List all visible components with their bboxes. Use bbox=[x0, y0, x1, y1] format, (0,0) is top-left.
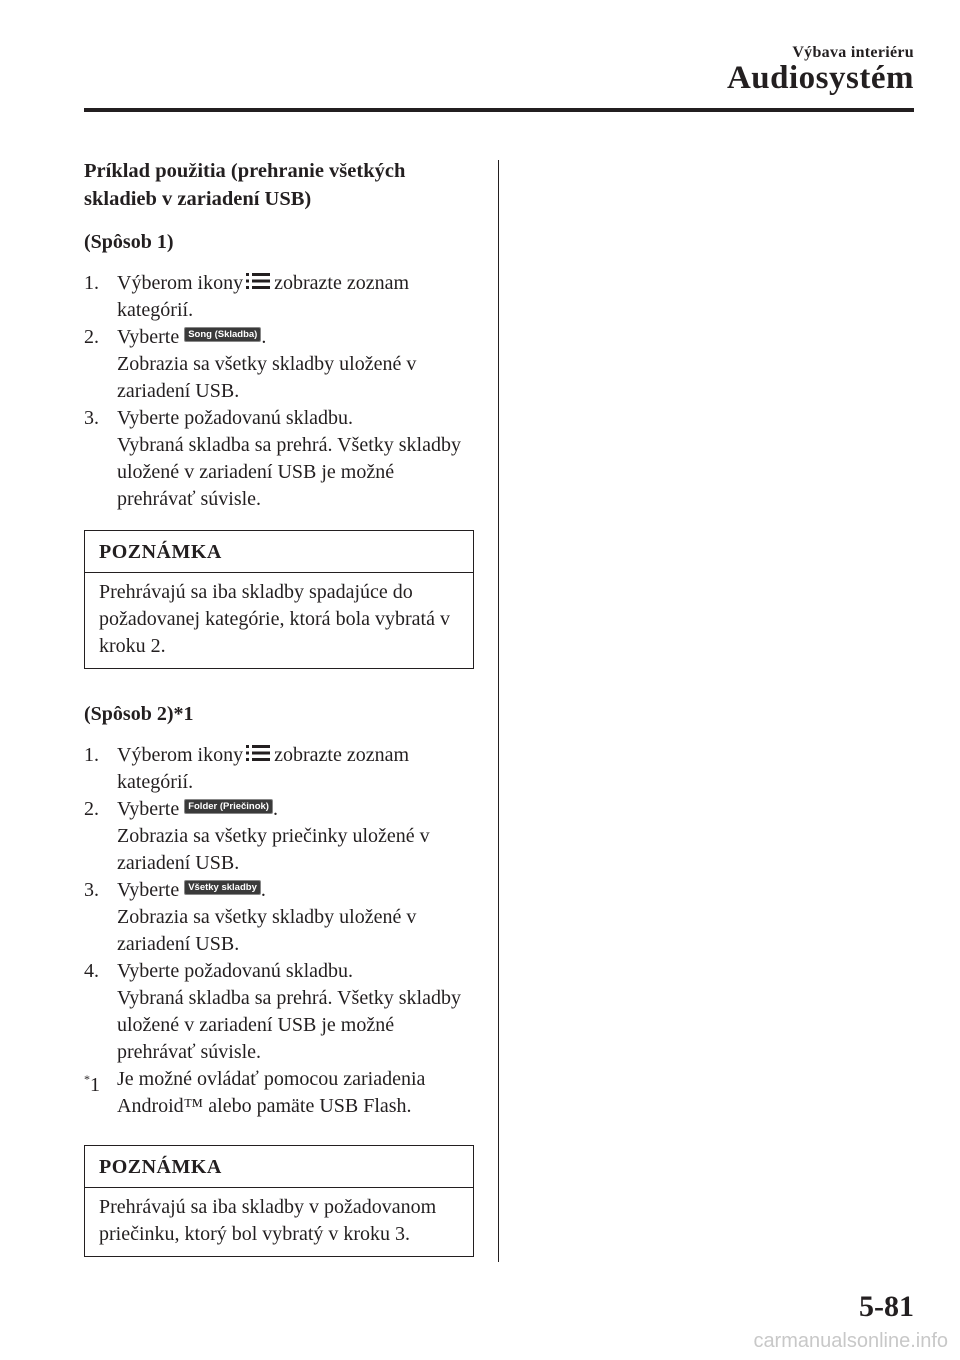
section-heading: Príklad použitia (prehranie všetkých skladieb v zariadení USB) bbox=[84, 160, 406, 210]
step-text-before: Výberom ikony bbox=[117, 744, 244, 766]
method-2-heading: (Spôsob 2)*1 bbox=[84, 703, 194, 725]
step-text-after: zobrazte zoznam kategórií. bbox=[117, 744, 410, 793]
left-column bbox=[84, 157, 474, 1257]
all-songs-button: Všetky skladby bbox=[184, 880, 261, 895]
watermark: carmanualsonline.info bbox=[753, 1330, 948, 1352]
step-text-after: . bbox=[272, 798, 278, 820]
header-rule bbox=[84, 108, 914, 112]
step-detail: Zobrazia sa všetky skladby uložené v zariadení USB. bbox=[117, 906, 417, 955]
page-title: Audiosystém bbox=[726, 60, 914, 96]
step-number: 2. bbox=[84, 326, 99, 348]
step-detail: Zobrazia sa všetky priečinky uložené v zariadení USB. bbox=[117, 825, 430, 874]
footnote bbox=[84, 1066, 474, 1120]
step-number: 1. bbox=[84, 744, 99, 766]
footnote-star: * bbox=[84, 1072, 90, 1086]
step-detail: Vybraná skladba sa prehrá. Všetky skladby uložené v zariadení USB je možné prehrávať súvisle. bbox=[117, 987, 461, 1063]
step-text bbox=[117, 742, 474, 796]
song-button: Song (Skladba) bbox=[184, 327, 261, 342]
page-number: 5-81 bbox=[859, 1290, 914, 1323]
footnote-text: Je možné ovládať pomocou zariadenia Android™ alebo pamäte USB Flash. bbox=[117, 1068, 426, 1117]
list-icon bbox=[245, 271, 271, 291]
step-item bbox=[84, 270, 474, 324]
section-label: Výbava interiéru bbox=[792, 44, 914, 61]
step-item bbox=[84, 324, 474, 405]
step-text-before: Vyberte bbox=[117, 798, 180, 820]
folder-button: Folder (Priečinok) bbox=[184, 799, 273, 814]
step-text-before: Vyberte bbox=[117, 879, 180, 901]
note-title: POZNÁMKA bbox=[85, 531, 473, 573]
step-text bbox=[117, 405, 474, 513]
step-text-after: . bbox=[260, 879, 266, 901]
step-text-after: . bbox=[261, 326, 267, 348]
method-1-steps bbox=[84, 270, 474, 513]
step-number: 3. bbox=[84, 879, 99, 901]
step-text bbox=[117, 270, 474, 324]
footnote-mark bbox=[84, 1066, 117, 1120]
step-text bbox=[117, 877, 474, 958]
step-number: 2. bbox=[84, 798, 99, 820]
step-text bbox=[117, 796, 474, 877]
step-number: 1. bbox=[84, 272, 99, 294]
note-body: Prehrávajú sa iba skladby spadajúce do požadovanej kategórie, ktorá bola vybratá v kroku 2. bbox=[99, 581, 450, 657]
step-number: 4. bbox=[84, 960, 99, 982]
step-detail: Vybraná skladba sa prehrá. Všetky skladby uložené v zariadení USB je možné prehrávať súvisle. bbox=[117, 434, 461, 510]
step-item bbox=[84, 796, 474, 877]
footnote-number: 1 bbox=[90, 1074, 100, 1096]
step-item bbox=[84, 877, 474, 958]
step-item bbox=[84, 405, 474, 513]
step-number: 3. bbox=[84, 407, 99, 429]
method-2-steps bbox=[84, 742, 474, 1066]
list-icon bbox=[245, 743, 271, 763]
step-text-after: zobrazte zoznam kategórií. bbox=[117, 272, 410, 321]
method-1-heading: (Spôsob 1) bbox=[84, 231, 174, 253]
note-body: Prehrávajú sa iba skladby v požadovanom priečinku, ktorý bol vybratý v kroku 3. bbox=[99, 1196, 437, 1245]
note-box bbox=[84, 1145, 474, 1257]
step-text bbox=[117, 958, 474, 1066]
step-detail: Zobrazia sa všetky skladby uložené v zariadení USB. bbox=[117, 353, 417, 402]
note-title: POZNÁMKA bbox=[85, 1146, 473, 1188]
step-text bbox=[117, 324, 474, 405]
step-item bbox=[84, 958, 474, 1066]
step-text-before: Výberom ikony bbox=[117, 272, 244, 294]
step-item bbox=[84, 742, 474, 796]
step-text-main: Vyberte požadovanú skladbu. bbox=[117, 960, 354, 982]
step-text-main: Vyberte požadovanú skladbu. bbox=[117, 407, 354, 429]
note-box bbox=[84, 530, 474, 669]
column-divider bbox=[498, 160, 499, 1262]
step-text-before: Vyberte bbox=[117, 326, 180, 348]
